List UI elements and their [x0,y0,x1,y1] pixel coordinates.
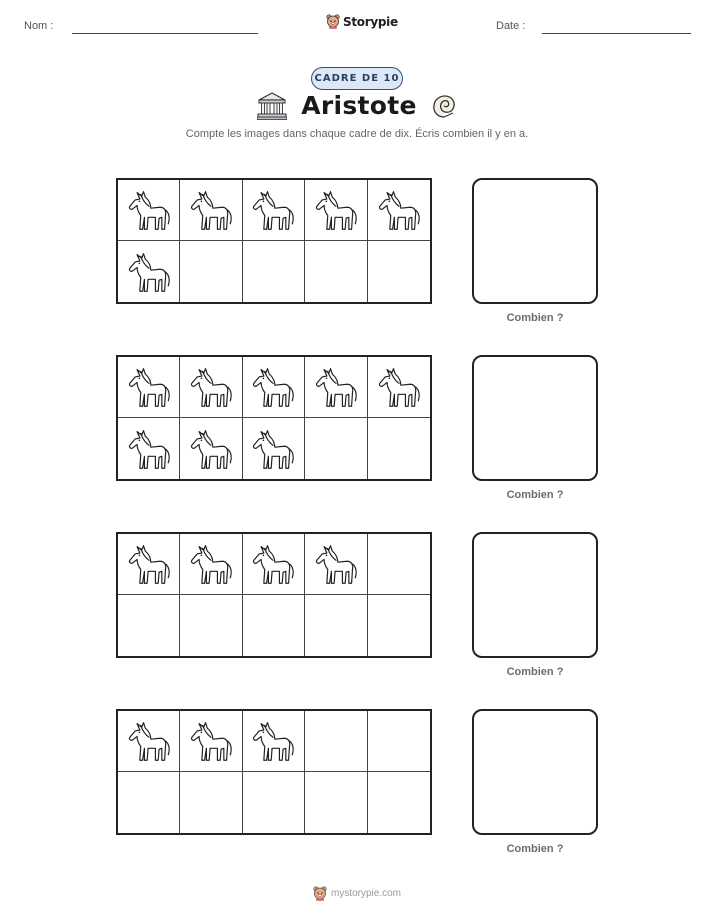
frame-cell [243,595,305,656]
frame-cell [305,711,367,772]
answer-box-2[interactable] [472,355,598,481]
frame-cell [118,241,180,302]
frame-cell [118,418,180,479]
page-title: Aristote [301,91,417,120]
answer-label-2: Combien ? [506,489,564,501]
frame-cell [368,180,430,241]
frame-cell [368,418,430,479]
footer [0,886,714,901]
ten-frame-3 [116,532,432,658]
name-label: Nom : [24,20,54,32]
frame-cell [243,357,305,418]
frame-cell [118,595,180,656]
horse-icon [127,541,171,587]
horse-icon [251,364,295,410]
horse-icon [314,364,358,410]
brand [326,14,398,29]
horse-icon [251,541,295,587]
answer-label-4: Combien ? [506,843,564,855]
answer-label-1: Combien ? [506,312,564,324]
horse-icon [127,187,171,233]
frame-cell [368,772,430,833]
frame-cell [243,534,305,595]
ten-frame-1 [116,178,432,304]
frame-cell [368,241,430,302]
horse-icon [377,187,421,233]
frame-cell [180,180,242,241]
frame-cell [118,711,180,772]
frame-cell [305,241,367,302]
frame-cell [368,595,430,656]
brand-name: Storypie [343,14,398,29]
horse-icon [189,718,233,764]
horse-icon [314,187,358,233]
nautilus-shell-icon [431,93,457,119]
frame-cell [368,357,430,418]
footer-url: mystorypie.com [330,888,401,899]
horse-icon [189,187,233,233]
ten-frame-2 [116,355,432,481]
bear-logo-icon [326,14,340,29]
frame-cell [118,180,180,241]
horse-icon [127,426,171,472]
bear-logo-icon [313,886,327,901]
frame-cell [243,711,305,772]
frame-cell [305,357,367,418]
horse-icon [127,249,171,295]
worksheet-type-badge: CADRE DE 10 [311,67,403,90]
horse-icon [189,426,233,472]
instructions: Compte les images dans chaque cadre de dix. Écris combien il y en a. [185,128,529,140]
date-label: Date : [496,20,526,32]
frame-cell [180,711,242,772]
horse-icon [127,364,171,410]
frame-cell [243,180,305,241]
frame-cell [180,534,242,595]
frame-cell [368,711,430,772]
frame-cell [243,241,305,302]
horse-icon [127,718,171,764]
frame-cell [368,534,430,595]
name-line [72,33,258,34]
frame-cell [305,772,367,833]
frame-cell [180,772,242,833]
frame-cell [118,534,180,595]
greek-temple-icon [257,92,287,120]
title-row [0,91,714,120]
frame-cell [305,180,367,241]
horse-icon [251,426,295,472]
horse-icon [251,718,295,764]
answer-label-3: Combien ? [506,666,564,678]
date-line [542,33,691,34]
frame-cell [243,772,305,833]
frame-cell [243,418,305,479]
frame-cell [180,418,242,479]
answer-box-4[interactable] [472,709,598,835]
frame-cell [305,595,367,656]
horse-icon [251,187,295,233]
answer-box-1[interactable] [472,178,598,304]
horse-icon [314,541,358,587]
ten-frame-4 [116,709,432,835]
frame-cell [180,241,242,302]
horse-icon [189,541,233,587]
frame-cell [305,418,367,479]
frame-cell [180,595,242,656]
frame-cell [118,772,180,833]
frame-cell [305,534,367,595]
frame-cell [180,357,242,418]
horse-icon [377,364,421,410]
horse-icon [189,364,233,410]
answer-box-3[interactable] [472,532,598,658]
frame-cell [118,357,180,418]
